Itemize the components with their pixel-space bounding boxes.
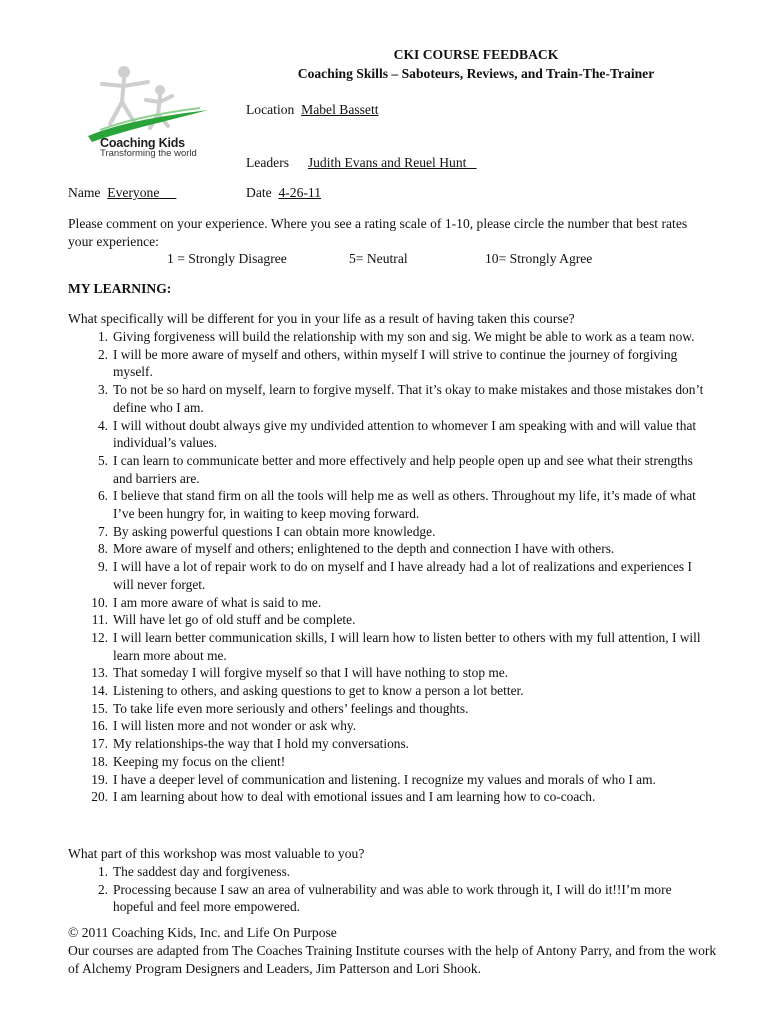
date-label: Date — [246, 185, 272, 200]
list-item-text: The saddest day and forgiveness. — [113, 864, 291, 879]
list-item-number: 17. — [91, 736, 108, 752]
list-item-text: I have a deeper level of communication and listening. I recognize my values and morals of who I am. — [113, 771, 656, 787]
list-item — [68, 452, 708, 487]
list-item-number: 19. — [91, 771, 108, 787]
list-item-text: I can learn to communicate better and more effectively and help people open up and see what their strengths and barriers are. — [113, 452, 693, 486]
list-item-number: 11. — [91, 612, 108, 628]
list-item-number: 10. — [91, 594, 108, 610]
list-item-text: I believe that stand firm on all the tools will help me as well as others. Throughout my life, it’s made of what I’ve been hungry for, in waiting to keep moving forward. — [113, 488, 696, 522]
list-item-number: 9. — [97, 559, 108, 575]
list-item — [68, 523, 708, 541]
list-item-number: 8. — [97, 541, 108, 557]
list-item-text: More aware of myself and others; enlightened to the depth and connection I have with others. — [113, 541, 615, 557]
list-item — [68, 540, 708, 558]
location-field — [246, 102, 379, 118]
location-label: Location — [246, 102, 295, 117]
scale-high: 10= Strongly Agree — [485, 251, 593, 266]
list-item — [68, 664, 708, 682]
name-value: Everyone — [107, 185, 160, 200]
answers-list-1 — [68, 328, 708, 806]
list-item-text: That someday I will forgive myself so that I will have nothing to stop me. — [113, 665, 509, 681]
list-item-text: To not be so hard on myself, learn to forgive myself. That it’s okay to make mistakes and those mistakes don’t define who I am. — [113, 382, 704, 415]
list-item-text: My relationships-the way that I hold my conversations. — [113, 736, 410, 752]
list-item-number: 20. — [91, 789, 108, 805]
list-item-text: I will without doubt always give my undivided attention to whomever I am speaking with and will value that individual’s values. — [113, 417, 697, 451]
leaders-label: Leaders — [246, 155, 290, 170]
list-item-text: By asking powerful questions I can obtain more knowledge. — [113, 523, 436, 539]
list-item — [68, 328, 708, 346]
list-item — [68, 771, 708, 789]
list-item — [68, 753, 708, 771]
list-item-number: 18. — [91, 753, 108, 769]
list-item — [68, 629, 708, 664]
logo-text — [100, 136, 220, 159]
name-field — [68, 185, 176, 201]
section-heading: MY LEARNING: — [68, 281, 172, 296]
list-item — [68, 381, 708, 416]
list-item-text: Keeping my focus on the client! — [113, 753, 286, 769]
list-item-number: 4. — [97, 417, 108, 433]
logo-tagline: Transforming the world — [100, 148, 197, 159]
copyright: © 2011 Coaching Kids, Inc. and Life On Purpose — [68, 925, 337, 940]
list-item — [68, 682, 708, 700]
list-item-number: 2. — [97, 346, 108, 362]
list-item-number: 1. — [97, 864, 108, 879]
list-item — [68, 487, 708, 522]
location-value: Mabel Bassett — [301, 102, 379, 117]
list-item-text: I am more aware of what is said to me. — [113, 594, 322, 610]
list-item-text: Processing because I saw an area of vulnerability and was able to work through it, I will do it!!I’m more hopeful and feel more empowered. — [113, 881, 672, 915]
list-item-text: I am learning about how to deal with emotional issues and I am learning how to co-coach. — [113, 789, 596, 805]
list-item — [68, 417, 708, 452]
list-item-text: To take life even more seriously and others’ feelings and thoughts. — [113, 700, 469, 716]
list-item-text: I will listen more and not wonder or ask why. — [113, 718, 357, 734]
list-item-number: 3. — [97, 382, 108, 398]
list-item-text: Giving forgiveness will build the relationship with my son and sig. We might be able to work as a team now. — [113, 329, 695, 344]
date-value: 4-26-11 — [278, 185, 322, 200]
scale-mid: 5= Neutral — [349, 251, 408, 266]
page-title: CKI COURSE FEEDBACK — [393, 47, 559, 62]
list-item-number: 1. — [97, 329, 108, 344]
list-item — [68, 863, 708, 881]
logo-name: Coaching Kids — [100, 136, 185, 150]
leaders-field — [246, 155, 477, 171]
scale-low: 1 = Strongly Disagree — [167, 251, 287, 266]
leaders-value: Judith Evans and Reuel Hunt — [307, 155, 467, 170]
list-item — [68, 717, 708, 735]
question-1: What specifically will be different for you in your life as a result of having taken this course? — [68, 311, 575, 326]
list-item — [68, 735, 708, 753]
date-field — [246, 185, 321, 201]
instructions: Please comment on your experience. Where you see a rating scale of 1-10, please circle the number that best rates your experience: — [68, 216, 688, 249]
list-item-number: 15. — [91, 700, 108, 716]
list-item — [68, 558, 708, 593]
list-item-text: I will have a lot of repair work to do on myself and I have already had a lot of realizations and experiences I will never forget. — [113, 559, 692, 592]
list-item — [68, 346, 708, 381]
answers-list-2 — [68, 863, 708, 916]
list-item — [68, 881, 708, 916]
list-item-number: 14. — [91, 683, 108, 699]
list-item-text: Will have let go of old stuff and be complete. — [113, 612, 356, 628]
list-item — [68, 594, 708, 612]
list-item-number: 12. — [91, 629, 108, 645]
list-item — [68, 788, 708, 806]
list-item-number: 7. — [97, 523, 108, 539]
list-item-text: I will be more aware of myself and others, within myself I will strive to continue the journey of forgiving myself. — [113, 346, 678, 380]
list-item-number: 13. — [91, 665, 108, 681]
list-item-text: I will learn better communication skills, I will learn how to listen better to others with my full attention, I will learn more about me. — [113, 629, 701, 663]
list-item — [68, 611, 708, 629]
page-subtitle: Coaching Skills – Saboteurs, Reviews, and Train-The-Trainer — [297, 66, 655, 81]
list-item-text: Listening to others, and asking questions to get to know a person a lot better. — [113, 683, 524, 699]
list-item-number: 5. — [97, 452, 108, 468]
list-item-number: 16. — [91, 718, 108, 734]
credits: Our courses are adapted from The Coaches Training Institute courses with the help of Antony Parry, and from the work of Alchemy Program Designers and Leaders, Jim Patterson and Lori Shook. — [68, 943, 717, 976]
list-item — [68, 700, 708, 718]
list-item-number: 6. — [97, 488, 108, 504]
question-2: What part of this workshop was most valuable to you? — [68, 846, 365, 861]
list-item-number: 2. — [97, 881, 108, 897]
name-label: Name — [68, 185, 101, 200]
